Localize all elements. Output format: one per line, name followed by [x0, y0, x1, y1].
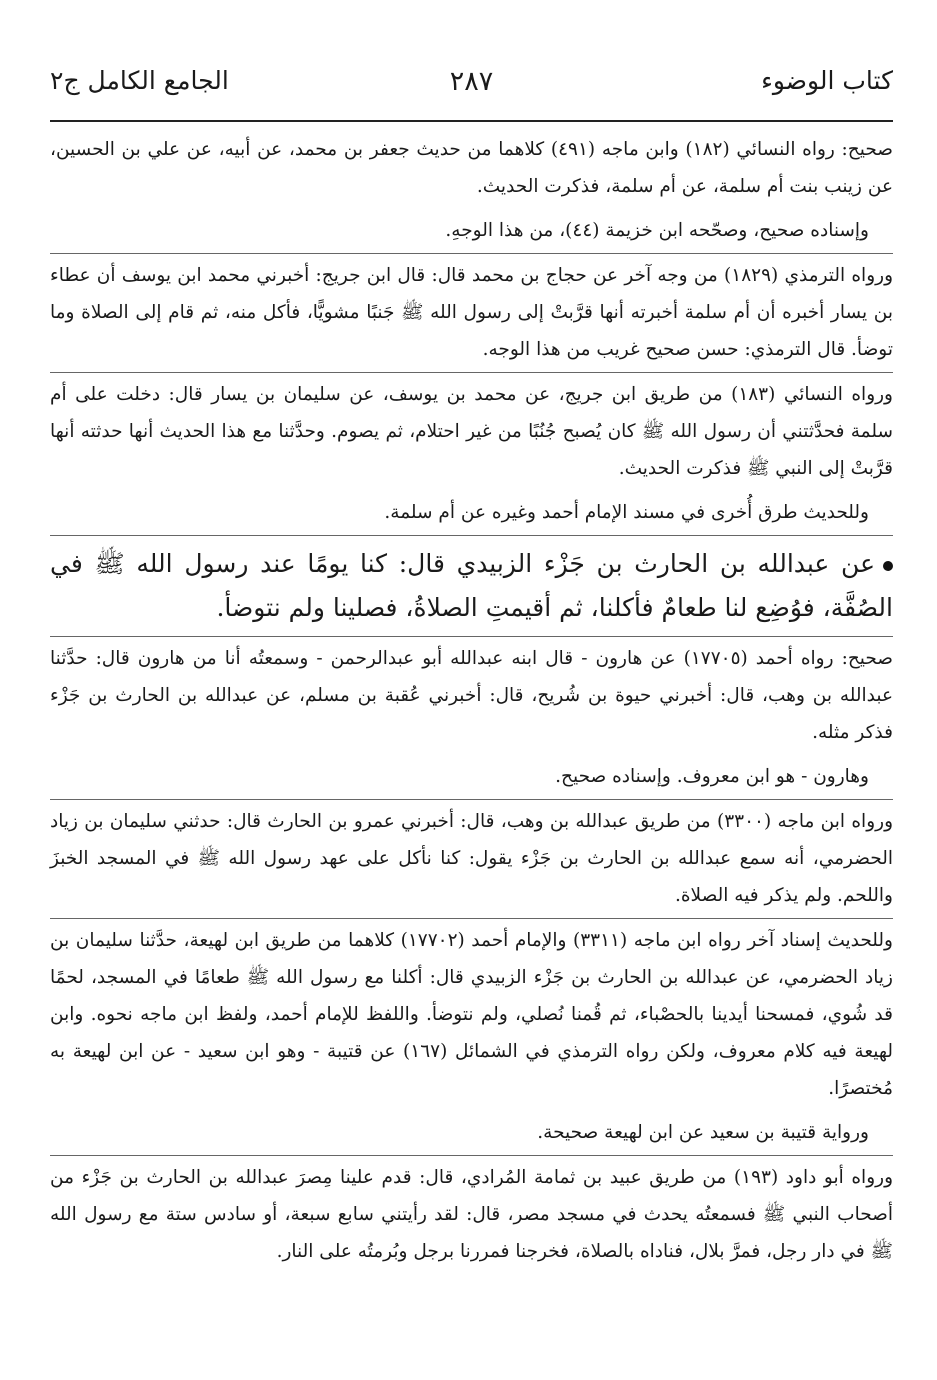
takhrij-paragraph: ورواه أبو داود (١٩٣) من طريق عبيد بن ثمامة المُرادي، قال: قدم علينا مِصرَ عبدالله بن الحارث بن جَزْء من أصحاب النبي ﷺ فسمعتُه يحدث في مسجد مصر، قال: لقد رأيتني سابع سبعة، أو سادس ستة مع رسول الله ﷺ في دار رجل، فمرَّ بلال، فناداه بالصلاة، فخرجنا فمررنا برجل وبُرمتُه على النار. — [50, 1155, 893, 1274]
page-header — [50, 60, 893, 122]
takhrij-paragraph: ورواه النسائي (١٨٣) من طريق ابن جريج، عن محمد بن يوسف، عن سليمان بن يسار قال: دخلت على أم سلمة فحدَّثتني أن رسول الله ﷺ كان يُصبح جُنُبًا من غير احتلام، ثم يصوم. وحدَّثنا مع هذا الحديث أنها حدثته أنها قرَّبتْ إلى النبي ﷺ فذكرت الحديث. — [50, 372, 893, 491]
isnad-note: وهارون - هو ابن معروف. وإسناده صحيح. — [555, 766, 869, 787]
hadith-text — [50, 535, 893, 636]
isnad-note: وإسناده صحيح، وصحّحه ابن خزيمة (٤٤)، من هذا الوجهِ. — [445, 220, 869, 241]
hadith-body: عن عبدالله بن الحارث بن جَزْء الزبيدي قال: كنا يومًا عند رسول الله ﷺ في الصُفَّة، فوُضِع لنا طعامٌ فأكلنا، ثم أقيمتِ الصلاةُ، فصلينا ولم نتوضأ. — [50, 549, 893, 622]
isnad-note: ورواية قتيبة بن سعيد عن ابن لهيعة صحيحة. — [537, 1122, 869, 1143]
bullet-icon — [883, 561, 893, 571]
takhrij-paragraph: صحيح: رواه النسائي (١٨٢) وابن ماجه (٤٩١) كلاهما من حديث جعفر بن محمد، عن أبيه، عن علي بن الحسين، عن زينب بنت أم سلمة، عن أم سلمة، فذكرت الحديث. — [50, 139, 893, 197]
takhrij-paragraph: وللحديث إسناد آخر رواه ابن ماجه (٣٣١١) والإمام أحمد (١٧٧٠٢) كلاهما من طريق ابن لهيعة، حدَّثنا سليمان بن زياد الحضرمي، عن عبدالله بن الحارث بن جَزْء الزبيدي قال: أكلنا مع رسول الله ﷺ طعامًا في المسجد، لحمًا قد شُوي، فمسحنا أيدينا بالحصْباء، ثم قُمنا نُصلي، ولم نتوضأ. واللفظ للإمام أحمد، ولفظ ابن ماجه نحوه. وابن لهيعة فيه كلام معروف، ولكن رواه الترمذي في الشمائل (١٦٧) عن قتيبة - وهو ابن سعيد - عن ابن لهيعة به مُختصرًا. — [50, 918, 893, 1111]
book-title: الجامع الكامل ج٢ — [50, 66, 229, 95]
page-content — [50, 128, 893, 1274]
takhrij-paragraph: ورواه ابن ماجه (٣٣٠٠) من طريق عبدالله بن وهب، قال: أخبرني عمرو بن الحارث قال: حدثني سليمان بن زياد الحضرمي، أنه سمع عبدالله بن الحارث بن جَزْء يقول: كنا نأكل على عهد رسول الله ﷺ في المسجد الخبزَ واللحم. ولم يذكر فيه الصلاة. — [50, 799, 893, 918]
takhrij-paragraph: ورواه الترمذي (١٨٢٩) من وجه آخر عن حجاج بن محمد قال: قال ابن جريج: أخبرني محمد ابن يوسف أن عطاء بن يسار أخبره أن أم سلمة أخبرته أنها قرَّبتْ إلى رسول الله ﷺ جَنبًا مشويًّا، فأكل منه، ثم قام إلى الصلاة وما توضأ. قال الترمذي: حسن صحيح غريب من هذا الوجه. — [50, 253, 893, 372]
takhrij-paragraph: صحيح: رواه أحمد (١٧٧٠٥) عن هارون - قال ابنه عبدالله أبو عبدالرحمن - وسمعتُه أنا من هارون قال: حدَّثنا عبدالله بن وهب، قال: أخبرني حيوة بن شُريح، قال: أخبرني عُقبة بن مسلم، عن عبدالله بن الحارث بن جَزْء فذكر مثله. — [50, 636, 893, 755]
page-number: ٢٨٧ — [449, 66, 494, 97]
isnad-note: وللحديث طرق أُخرى في مسند الإمام أحمد وغيره عن أم سلمة. — [384, 502, 869, 523]
chapter-title: كتاب الوضوء — [761, 66, 893, 95]
